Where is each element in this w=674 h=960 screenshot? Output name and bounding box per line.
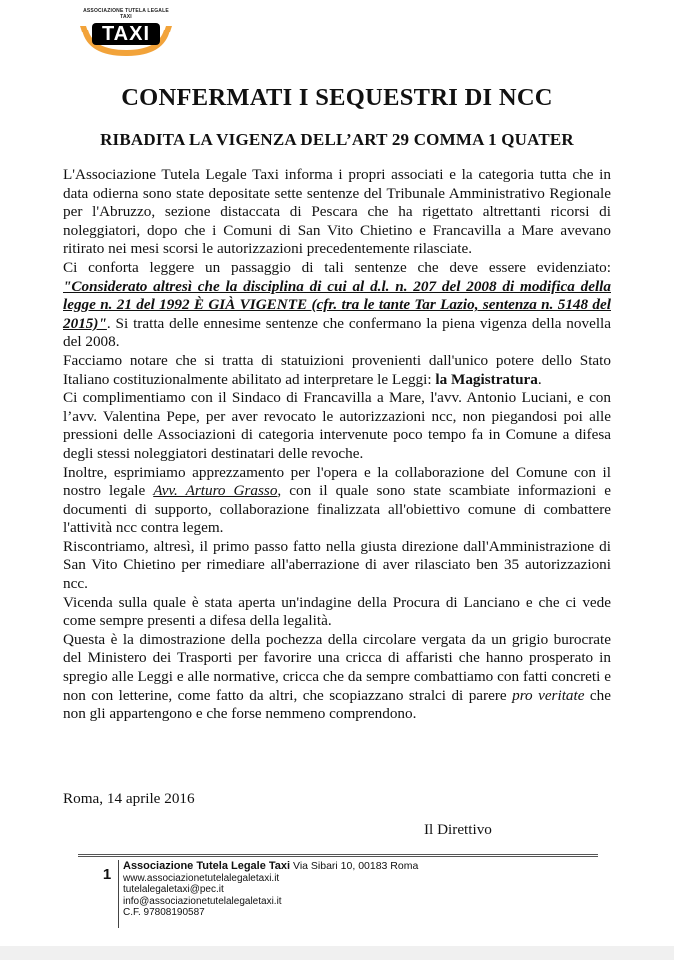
- lawyer-name: Avv. Arturo Grasso: [153, 482, 278, 500]
- document-date: Roma, 14 aprile 2016: [63, 790, 195, 807]
- paragraph-2-lead: Ci conforta leggere un passaggio di tali sentenze che deve essere evidenziato:: [63, 258, 611, 276]
- footer-tax-code: C.F. 97808190587: [123, 907, 205, 919]
- paragraph-7: Vicenda sulla quale è stata aperta un'indagine della Procura di Lanciano e che ci vede come sempre presenti a difesa della legalità.: [63, 593, 611, 630]
- paragraph-5: [63, 464, 611, 538]
- paragraph-1: L'Associazione Tutela Legale Taxi informa i propri associati e la categoria tutta che in data odierna sono state depositate sette sentenze del Tribunale Amministrativo Regionale per l'Abruzzo, sezione distaccata di Pescara che ha rigettato altrettanti ricorsi di noleggiatori, dopo che i Comuni di San Vito Chietino e Francavilla a Mare avevano ritirato nei mesi scorsi le autorizzazioni precedentemente rilasciate.: [63, 166, 611, 258]
- sentence-quote: "Considerato altresì che la disciplina di cui al d.l. n. 207 del 2008 di modifica della legge n. 21 del 1992 È GIÀ VIGENTE (cfr. tra le tante Tar Lazio, sentenza n. 5148 del 2015)": [63, 277, 611, 332]
- paragraph-6: Riscontriamo, altresì, il primo passo fatto nella giusta direzione dall'Amministrazione di San Vito Chietino per rimediare all'aberrazione di aver rilasciato ben 35 autorizzazioni ncc.: [63, 537, 611, 593]
- logo-caption: ASSOCIAZIONE TUTELA LEGALE TAXI: [83, 8, 169, 20]
- paragraph-3-lead: Facciamo notare che si tratta di statuizioni provenienti dall'unico potere dello Stato Italiano costituzionalmente abilitato ad interpretare le Leggi:: [63, 351, 611, 388]
- footer-vertical-divider: [118, 860, 119, 928]
- paragraph-4: Ci complimentiamo con il Sindaco di Francavilla a Mare, l'avv. Antonio Luciani, e con l’avv. Valentina Pepe, per aver revocato le autorizzazioni ncc, non piegandosi poi alle pressioni delle Associazioni di categoria intervenute poco tempo fa in Comune a difesa degli stessi noleggiatori destinatari delle revoche.: [63, 389, 611, 462]
- paragraph-3-tail: .: [537, 370, 542, 388]
- paragraph-2-tail: . Si tratta delle ennesime sentenze che confermano la piena vigenza della novella del 2008.: [63, 314, 611, 351]
- paragraph-5-lead: Inoltre, esprimiamo apprezzamento per l'opera e la collaborazione del Comune con il nostro legale: [63, 463, 611, 500]
- page-title: CONFERMATI I SEQUESTRI DI NCC: [121, 84, 553, 111]
- footer-org-name: Associazione Tutela Legale Taxi: [123, 860, 291, 872]
- signature: Il Direttivo: [424, 821, 492, 838]
- paragraph-8-lead: Questa è la dimostrazione della pochezza della circolare vergata da un grigio burocrate del Ministero dei Trasporti per favorire una cricca di affaristi che hanno prosperato in spregio alle Leggi e alle normative, cricca che da sempre combattiamo con fatti concreti e non con letterine, come fatto da altri, che scopiazzano stralci di parere: [63, 630, 611, 704]
- page-bottom-edge: [0, 946, 674, 960]
- footer-address: Via Sibari 10, 00183 Roma: [290, 860, 419, 872]
- logo-text: TAXI: [92, 23, 160, 45]
- paragraph-3: [63, 352, 611, 389]
- footer-org-line: [123, 861, 563, 873]
- pro-veritate-term: pro veritate: [512, 686, 585, 704]
- page-number: 1: [102, 866, 112, 883]
- magistratura-emphasis: la Magistratura: [435, 370, 538, 388]
- footer-email[interactable]: info@associazionetutelalegaletaxi.it: [123, 895, 282, 907]
- page-subtitle: RIBADITA LA VIGENZA DELL’ART 29 COMMA 1 QUATER: [100, 130, 574, 149]
- footer-pec[interactable]: tutelalegaletaxi@pec.it: [123, 884, 224, 896]
- paragraph-5-tail: , con il quale sono state scambiate informazioni e documenti di supporto, collaborazione finalizzata all'obiettivo comune di combattere l'attività ncc contra legem.: [63, 482, 611, 537]
- taxi-logo: [78, 8, 174, 64]
- footer: [123, 861, 563, 919]
- document-body: [63, 166, 611, 724]
- paragraph-8-tail: che non gli appartengono e che forse nemmeno comprendono.: [63, 686, 611, 723]
- paragraph-2: [63, 259, 611, 352]
- paragraph-8: [63, 631, 611, 724]
- footer-divider: [78, 854, 598, 857]
- footer-website[interactable]: www.associazionetutelalegaletaxi.it: [123, 872, 280, 884]
